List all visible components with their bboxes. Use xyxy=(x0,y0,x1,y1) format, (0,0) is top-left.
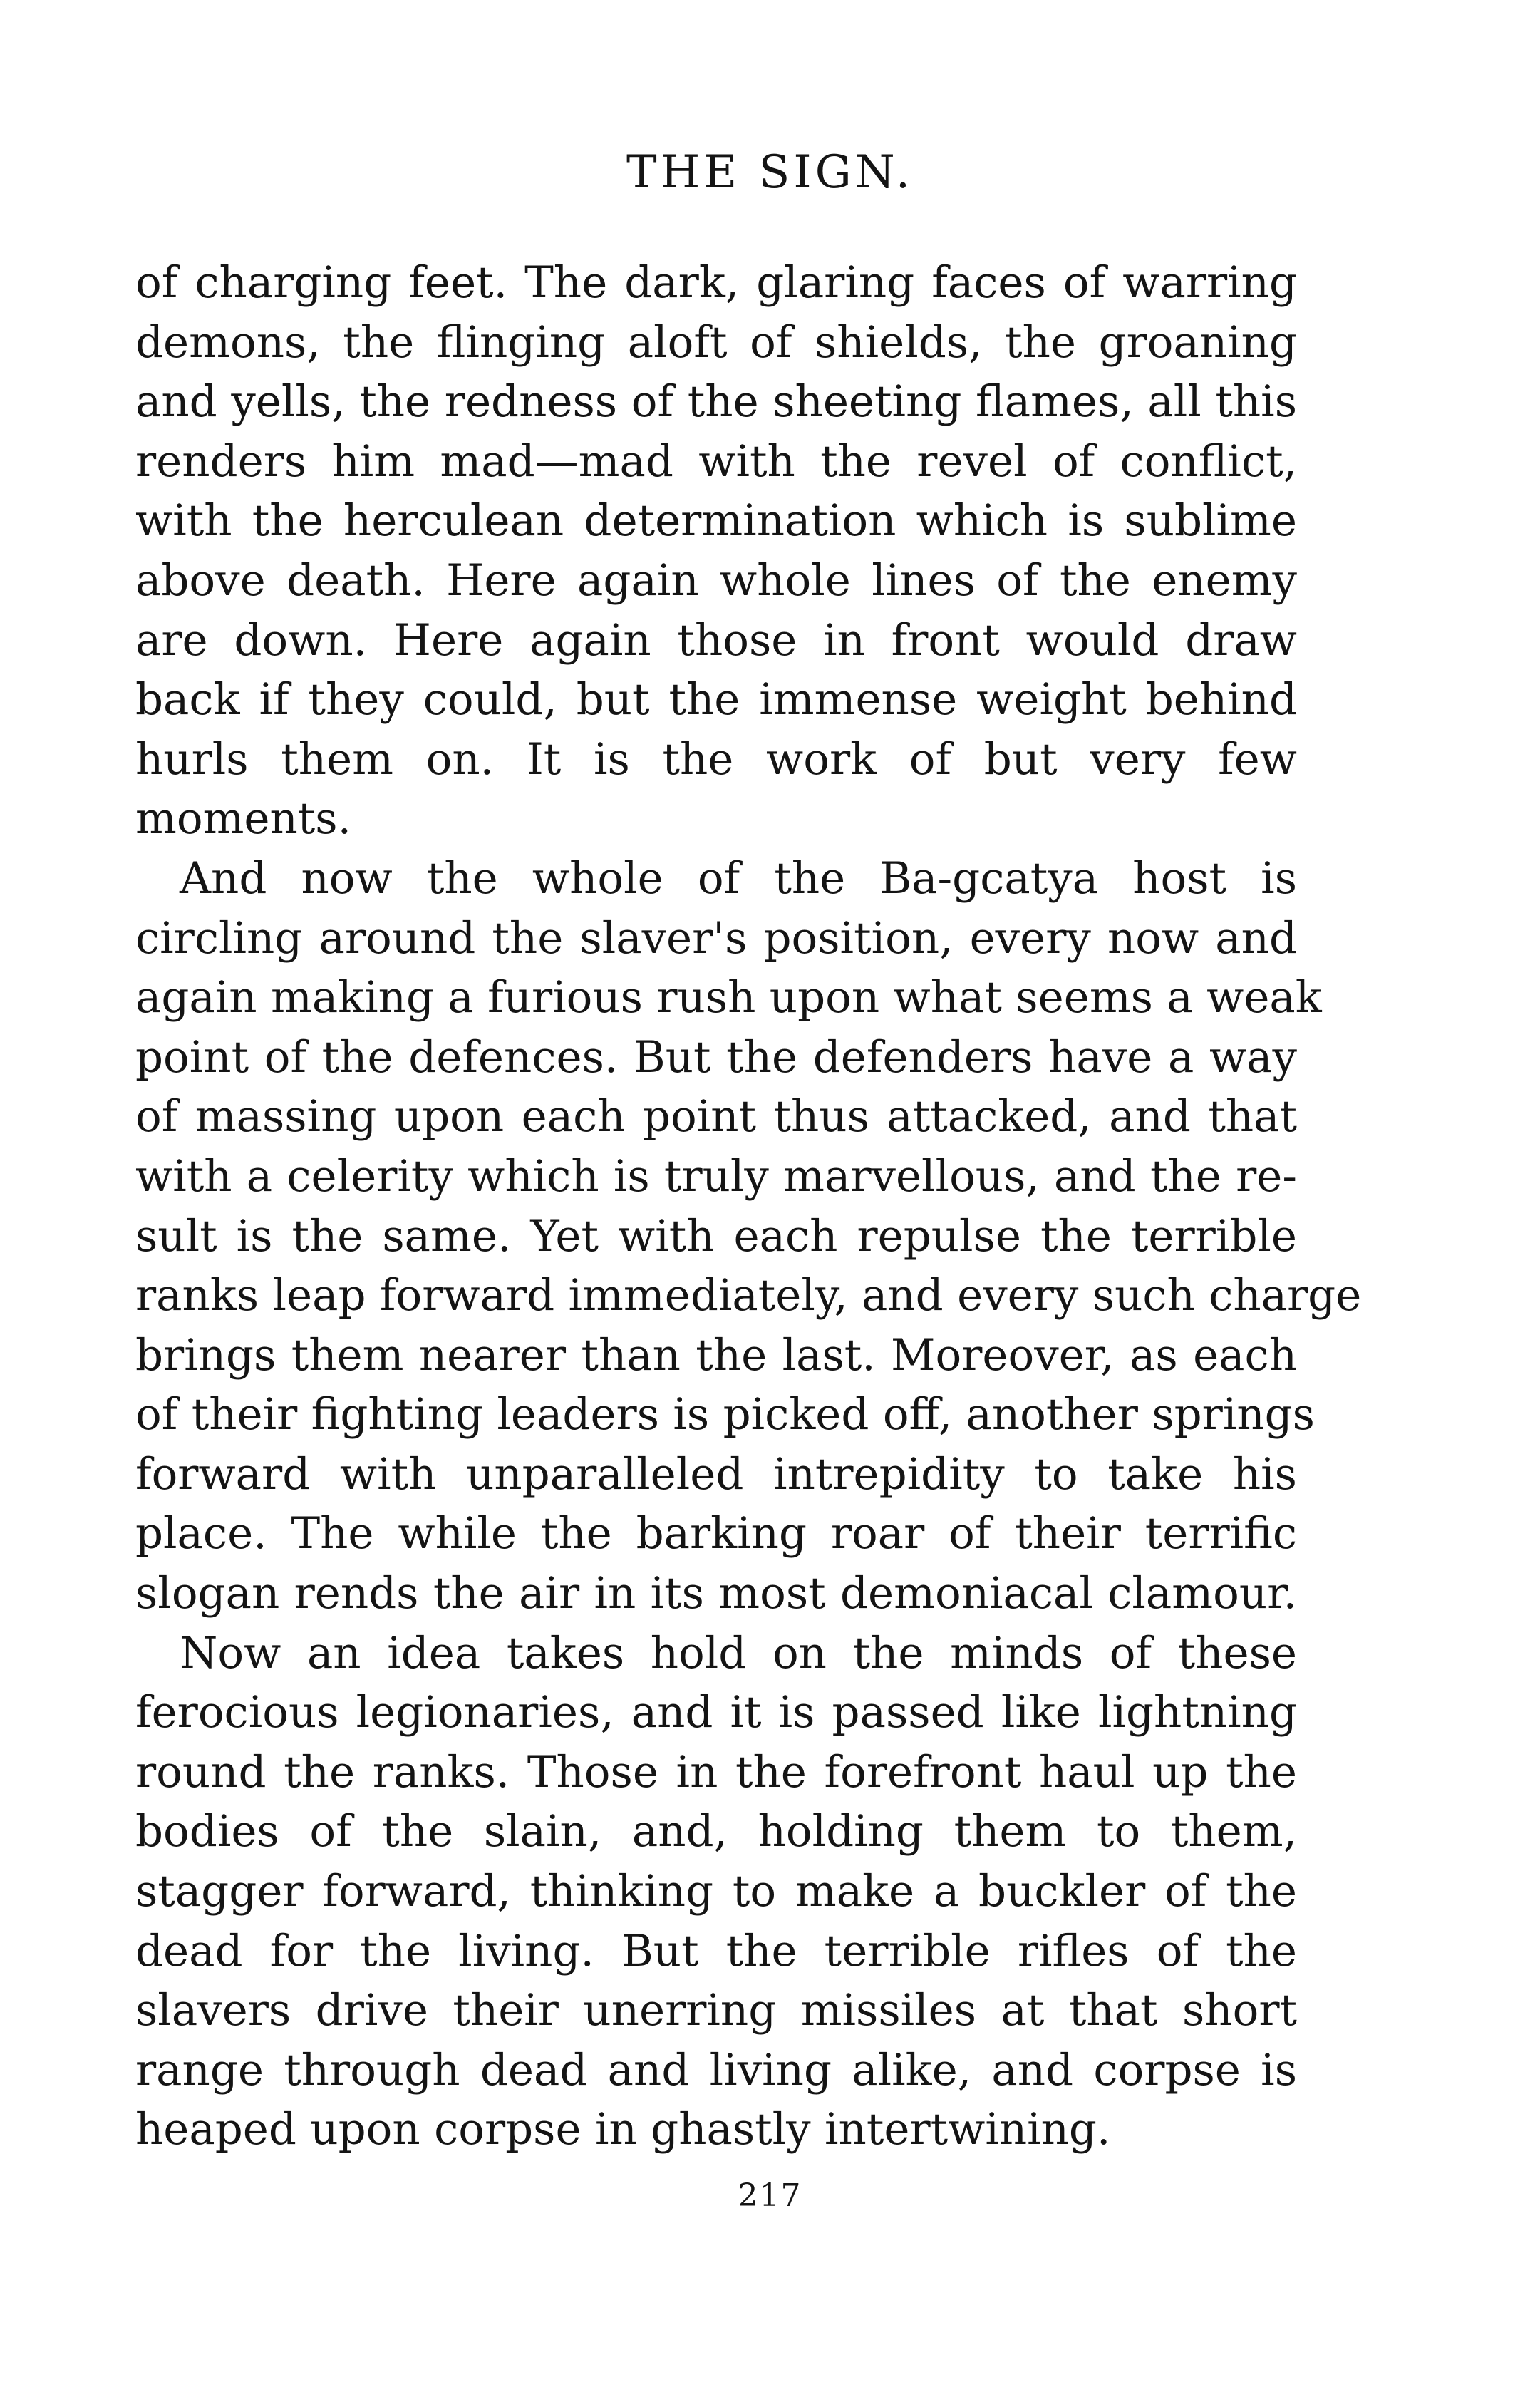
text-line: of massing upon each point thus attacked, and that xyxy=(135,1091,1297,1143)
page-body xyxy=(135,253,1362,2160)
text-line: of charging feet. The dark, glaring faces of warring xyxy=(135,257,1297,308)
text-line: sult is the same. Yet with each repulse the terrible xyxy=(135,1210,1297,1262)
text-line: Now an idea takes hold on the minds of these xyxy=(180,1627,1297,1679)
text-line: demons, the flinging aloft of shields, the groaning xyxy=(135,316,1297,368)
text-line: range through dead and living alike, and corpse is xyxy=(135,2044,1297,2095)
text-line: stagger forward, thinking to make a buckler of the xyxy=(135,1866,1297,1917)
text-line: ferocious legionaries, and it is passed like lightning xyxy=(135,1687,1297,1738)
text-line: above death. Here again whole lines of the enemy xyxy=(135,555,1297,606)
text-line: renders him mad—mad with the revel of conflict, xyxy=(135,435,1297,487)
text-line: circling around the slaver's position, every now and xyxy=(135,912,1297,964)
text-line: again making a furious rush upon what seems a weak xyxy=(135,972,1322,1024)
text-line: slogan rends the air in its most demoniacal clamour. xyxy=(135,1568,1297,1619)
paragraph xyxy=(135,1624,1297,2160)
text-line: dead for the living. But the terrible rifles of the xyxy=(135,1925,1297,1976)
text-line: point of the defences. But the defenders have a way xyxy=(135,1031,1297,1083)
text-line: forward with unparalleled intrepidity to take his xyxy=(135,1448,1297,1500)
text-line: slavers drive their unerring missiles at that short xyxy=(135,1985,1297,2036)
text-line: with a celerity which is truly marvellous, and the re- xyxy=(135,1150,1297,1202)
running-header: THE SIGN. xyxy=(626,146,914,199)
text-line: heaped upon corpse in ghastly intertwining. xyxy=(135,2104,1111,2155)
text-line: round the ranks. Those in the forefront haul up the xyxy=(135,1746,1297,1798)
text-line: bodies of the slain, and, holding them to them, xyxy=(135,1806,1297,1857)
page-number: 217 xyxy=(738,2177,802,2214)
text-line: with the herculean determination which is sublime xyxy=(135,495,1297,547)
text-line: brings them nearer than the last. Moreover, as each xyxy=(135,1329,1297,1381)
text-line: are down. Here again those in front would draw xyxy=(135,614,1297,666)
text-line: back if they could, but the immense weight behind xyxy=(135,674,1297,726)
text-line: place. The while the barking roar of their terrific xyxy=(135,1508,1297,1560)
text-line: and yells, the redness of the sheeting flames, all this xyxy=(135,376,1297,428)
text-line: moments. xyxy=(135,793,352,845)
text-line: of their fighting leaders is picked off, another springs xyxy=(135,1389,1315,1440)
text-line: And now the whole of the Ba-gcatya host is xyxy=(180,852,1297,904)
paragraph xyxy=(135,253,1297,849)
text-line: hurls them on. It is the work of but very few xyxy=(135,733,1297,785)
text-line: ranks leap forward immediately, and every such charge xyxy=(135,1270,1362,1321)
paragraph xyxy=(135,849,1362,1624)
